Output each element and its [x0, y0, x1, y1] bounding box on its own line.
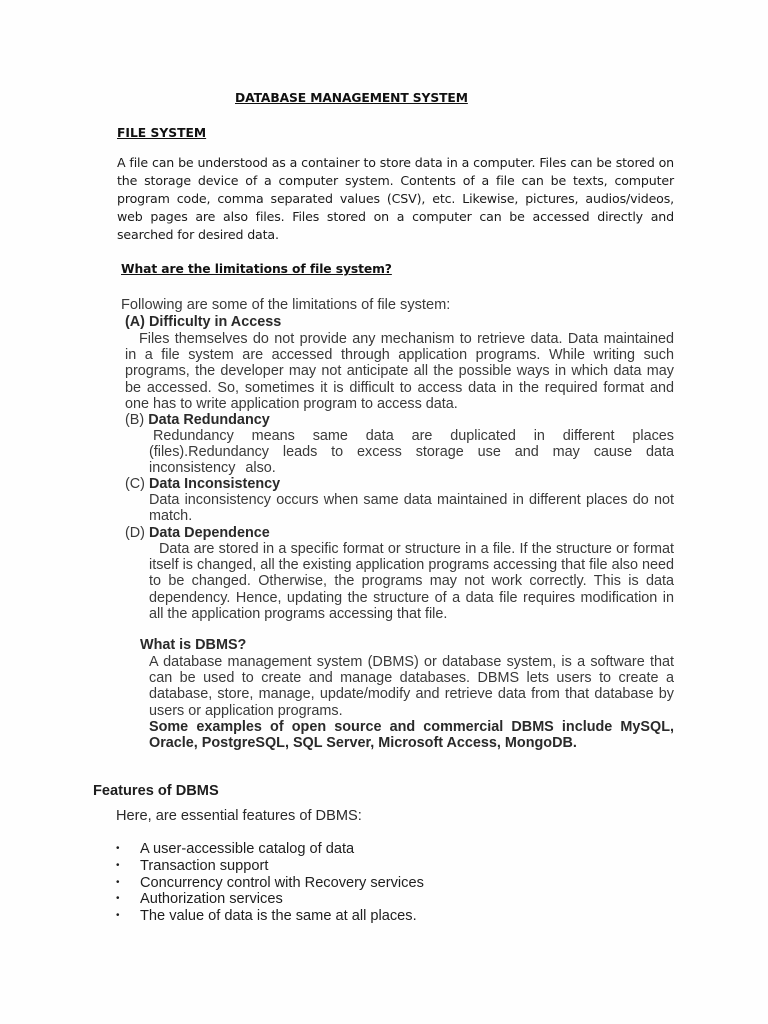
features-list	[116, 841, 424, 925]
limitation-a-title: Difficulty in Access	[148, 314, 282, 330]
limitation-d-text: Data are stored in a specific format or structure in a file. If the structure or format itself is changed, all the existing application programs accessing that file also need to be changed. Otherwise, the programs may not work correctly. This is data dependency. Hence, updating the structure of a data file requires modification in all the application programs accessing that file.	[149, 541, 674, 622]
bullet-icon: •	[116, 843, 120, 854]
bullet-icon: •	[116, 876, 120, 888]
list-item	[116, 908, 424, 925]
limitation-d-heading	[125, 525, 270, 541]
feature-text: Authorization services	[140, 891, 283, 908]
file-system-paragraph: A file can be understood as a container to store data in a computer. Files can be stored on the storage device of a computer system. Contents of a file can be texts, computer program code, comma separated values (CSV), etc. Likewise, pictures, audios/videos, web pages are also files. Files stored on a computer can be accessed directly and searched for desired data.	[117, 155, 674, 242]
feature-text: A user-accessible catalog of data	[140, 841, 355, 857]
limitations-intro: Following are some of the limitations of file system:	[121, 297, 451, 313]
limitation-c-text: Data inconsistency occurs when same data maintained in different places do not match.	[149, 492, 674, 525]
limitation-a-marker: (A)	[125, 314, 145, 330]
bullet-icon: •	[116, 893, 120, 905]
feature-text: Transaction support	[140, 857, 269, 874]
bullet-icon: •	[116, 910, 120, 922]
what-is-dbms-heading: What is DBMS?	[140, 637, 247, 653]
feature-text: Concurrency control with Recovery services	[140, 874, 424, 891]
document-title: DATABASE MANAGEMENT SYSTEM	[235, 91, 468, 105]
limitation-d-marker: (D)	[125, 525, 145, 541]
dbms-examples-text: Some examples of open source and commercial DBMS include MySQL, Oracle, PostgreSQL, SQL Server, Microsoft Access, MongoDB.	[149, 719, 674, 752]
limitation-c-marker: (C)	[125, 476, 145, 492]
limitation-b-title: Data Redundancy	[148, 412, 270, 428]
feature-text: The value of data is the same at all places.	[140, 908, 417, 925]
limitation-c-heading	[125, 476, 280, 492]
limitation-b-text: Redundancy means same data are duplicated in different places (files).Redundancy leads to excess storage use and may cause data inconsistency also.	[149, 428, 674, 477]
list-item	[116, 891, 424, 908]
list-item	[116, 841, 424, 858]
limitation-a-text: Files themselves do not provide any mechanism to retrieve data. Data maintained in a file system are accessed through application programs. While writing such programs, the developer may not anticipate all the possible ways in which data may be accessed. So, sometimes it is difficult to access data in the required format and one has to write application program to access data.	[125, 331, 674, 412]
features-intro: Here, are essential features of DBMS:	[116, 808, 362, 824]
what-is-dbms-text: A database management system (DBMS) or database system, is a software that can be used to create and manage databases. DBMS lets users to create a database, store, manage, update/modify and retrieve data from that database by users or application programs.	[149, 654, 674, 719]
limitations-heading: What are the limitations of file system?	[121, 262, 392, 276]
list-item	[116, 875, 424, 892]
limitation-d-title: Data Dependence	[148, 525, 270, 541]
features-heading: Features of DBMS	[93, 783, 219, 799]
limitation-c-title: Data Inconsistency	[148, 476, 281, 492]
file-system-heading: FILE SYSTEM	[117, 126, 207, 140]
list-item	[116, 858, 424, 875]
limitation-a-heading	[125, 314, 281, 330]
bullet-icon: •	[116, 859, 120, 871]
limitation-b-marker: (B)	[125, 412, 145, 428]
limitation-b-heading	[125, 412, 270, 428]
